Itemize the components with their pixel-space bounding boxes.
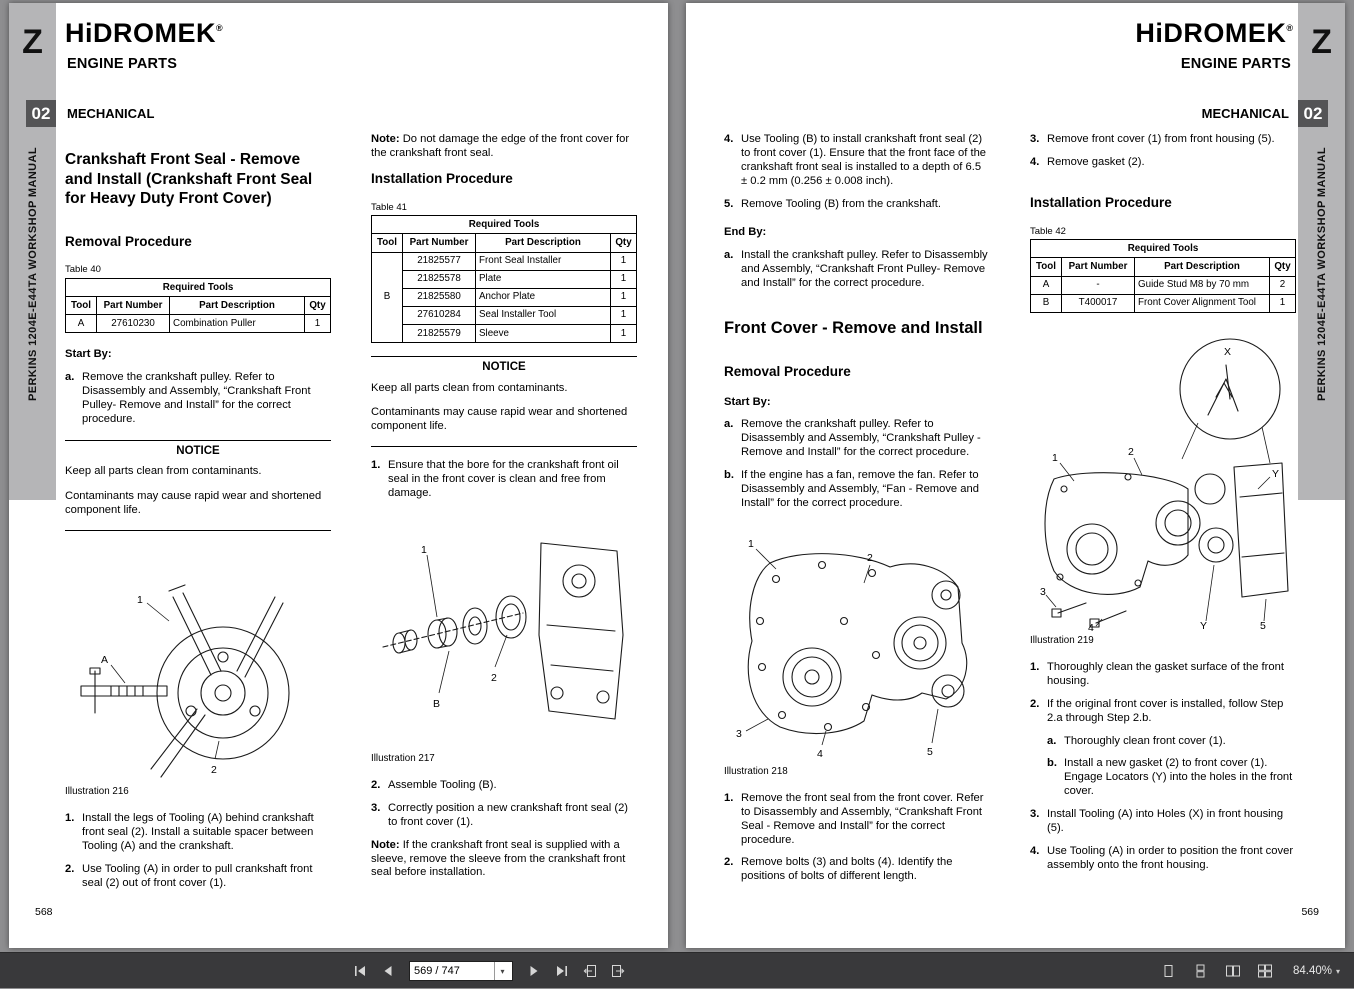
step-label: 2. <box>724 856 734 869</box>
hidromek-logo-text: HiDROMEK <box>1135 18 1287 48</box>
step-text: Install Tooling (A) into Holes (X) in front housing (5). <box>1047 808 1284 834</box>
step-label: 4. <box>1030 155 1040 168</box>
table-header-cell: Part Number <box>97 297 170 315</box>
table-caption: Table 40 <box>65 264 101 276</box>
page-columns <box>724 133 1296 893</box>
zoom-level-select[interactable] <box>1293 965 1340 977</box>
removal-procedure-heading: Removal Procedure <box>65 233 192 249</box>
step-text: Use Tooling (A) in order to pull crankshaft front seal (2) out of front cover (1). <box>82 862 313 889</box>
table-row <box>372 252 637 270</box>
continuous-view-icon <box>1193 964 1208 978</box>
table-cell: B <box>372 252 403 343</box>
hidromek-logo-text: HiDROMEK <box>65 18 216 48</box>
table-row <box>1031 294 1296 312</box>
table-caption: Table 42 <box>1030 225 1066 237</box>
note-paragraph <box>371 839 637 881</box>
step-text: Remove the crankshaft pulley. Refer to Disassembly and Assembly, “Crankshaft Front Pulley- Remove and Install” for the correct procedure. <box>82 371 311 426</box>
table-header-cell: Qty <box>1269 258 1295 276</box>
single-page-view-icon <box>1161 964 1176 978</box>
last-page-button[interactable] <box>550 959 574 983</box>
table-header-cell: Part Description <box>1135 258 1270 276</box>
table-header-row <box>372 234 637 252</box>
step-text: If the original front cover is installed, follow Step 2.a through Step 2.b. <box>1047 697 1284 724</box>
note-label: Note: <box>371 838 400 851</box>
figure-callout-label: 1 <box>421 543 427 556</box>
notice-text: Keep all parts clean from contaminants. <box>65 465 262 478</box>
note-paragraph <box>371 133 637 161</box>
step-text: Correctly position a new crankshaft front seal (2) to front cover (1). <box>388 801 629 828</box>
lettered-step <box>724 469 990 511</box>
table-cell: Guide Stud M8 by 70 mm <box>1135 276 1270 294</box>
table-title-row <box>372 216 637 234</box>
step-label: 2. <box>371 779 381 791</box>
registered-mark: ® <box>216 23 223 33</box>
table-header-cell: Part Number <box>403 234 476 252</box>
step-label: 1. <box>1030 660 1040 673</box>
table-cell: 21825577 <box>403 252 476 270</box>
table-cell: 27610230 <box>97 315 170 333</box>
first-page-button[interactable] <box>348 959 372 983</box>
figure-callout-label: Y <box>1272 467 1280 480</box>
illustration-caption: Illustration 219 <box>1030 634 1094 646</box>
figure-callout-label: Y <box>1200 619 1208 632</box>
next-view-button[interactable] <box>606 959 630 983</box>
zoom-level-value: 84.40% <box>1292 965 1332 977</box>
notice-text: Contaminants may cause rapid wear and shortened component life. <box>371 406 628 433</box>
table-cell: 1 <box>610 270 636 288</box>
hidromek-logo <box>1135 18 1293 49</box>
notice-title: NOTICE <box>482 361 526 374</box>
illustration-218 <box>724 525 990 763</box>
note-label: Note: <box>371 133 400 145</box>
numbered-step <box>371 459 637 501</box>
figure-callout-label: 2 <box>867 551 873 564</box>
last-page-icon <box>555 965 569 977</box>
table-cell: Sleeve <box>476 325 611 343</box>
numbered-step <box>724 856 990 884</box>
notice-title: NOTICE <box>176 444 220 457</box>
next-view-icon <box>610 964 626 978</box>
page-dropdown-caret-icon[interactable]: ▾ <box>494 962 510 980</box>
start-by-label: Start By: <box>724 395 771 408</box>
first-page-icon <box>353 965 367 977</box>
table-row <box>372 306 637 324</box>
step-text: Remove the crankshaft pulley. Refer to Disassembly and Assembly, “Crankshaft Pulley - Remove and Install” for the correct procedure. <box>741 418 981 459</box>
page-columns <box>65 133 637 899</box>
table-cell: 1 <box>1269 294 1295 312</box>
table-cell: Combination Puller <box>170 315 305 333</box>
lettered-substep <box>1047 735 1296 749</box>
start-by-label: Start By: <box>65 348 112 361</box>
table-cell: 21825579 <box>403 325 476 343</box>
step-label: a. <box>65 371 75 384</box>
table-header-cell: Part Description <box>170 297 305 315</box>
step-text: Thoroughly clean the gasket surface of the front housing. <box>1047 660 1284 687</box>
table-cell: Plate <box>476 270 611 288</box>
table-cell: 1 <box>304 315 330 333</box>
numbered-step <box>1030 845 1296 873</box>
numbered-step <box>1030 156 1296 170</box>
illustration-caption: Illustration 216 <box>65 785 129 797</box>
chapter-number-badge: 02 <box>26 100 56 127</box>
manual-page-left <box>9 3 668 948</box>
page-number: 568 <box>35 906 53 918</box>
end-by-label: End By: <box>724 226 767 239</box>
lettered-step <box>65 371 331 427</box>
numbered-step <box>371 779 637 793</box>
puller-tool-drawing <box>65 545 323 783</box>
table-caption: Table 41 <box>371 201 407 213</box>
step-label: 3. <box>1030 808 1040 821</box>
lettered-step <box>724 418 990 460</box>
table-cell: 1 <box>610 306 636 324</box>
lettered-substep <box>1047 757 1296 799</box>
two-page-continuous-view-button[interactable] <box>1253 959 1277 983</box>
step-label: a. <box>724 249 734 262</box>
note-text: If the crankshaft front seal is supplied with a sleeve, remove the sleeve from the crankshaft front seal before installation. <box>371 838 626 879</box>
table-cell: A <box>66 315 97 333</box>
step-label: 2. <box>1030 697 1040 710</box>
step-text: If the engine has a fan, remove the fan. Refer to Disassembly and Assembly, “Fan - Remove and Install” for the correct procedure. <box>741 469 979 509</box>
notice-text: Keep all parts clean from contaminants. <box>371 381 568 394</box>
step-text: Install the crankshaft pulley. Refer to Disassembly and Assembly, “Crankshaft Front Pulley- Remove and Install” for the correct procedure. <box>741 249 988 290</box>
table-header-cell: Tool <box>1031 258 1062 276</box>
step-text: Install a new gasket (2) to front cover (1). Engage Locators (Y) into the holes in the front cover. <box>1064 757 1293 798</box>
installation-procedure-heading: Installation Procedure <box>1030 194 1172 210</box>
z-tab-label: Z <box>22 23 43 61</box>
table-header-cell: Tool <box>66 297 97 315</box>
notice-text: Contaminants may cause rapid wear and shortened component life. <box>65 490 322 516</box>
installation-procedure-heading: Installation Procedure <box>371 170 513 186</box>
topic-title: Crankshaft Front Seal - Remove and Install (Crankshaft Front Seal for Heavy Duty Front Cover) <box>65 151 313 208</box>
numbered-step <box>724 198 990 212</box>
table-header-cell: Part Number <box>1062 258 1135 276</box>
table-cell: Anchor Plate <box>476 288 611 306</box>
view-and-zoom-group <box>1157 953 1340 989</box>
table-cell: Front Seal Installer <box>476 252 611 270</box>
table-cell: Front Cover Alignment Tool <box>1135 294 1270 312</box>
step-label: 5. <box>724 197 734 210</box>
step-label: 1. <box>724 791 734 804</box>
illustration-caption: Illustration 217 <box>371 752 435 764</box>
numbered-step <box>371 802 637 830</box>
illustration-caption: Illustration 218 <box>724 765 788 777</box>
z-tab-label: Z <box>1311 23 1332 61</box>
workshop-manual-vertical-title: PERKINS 1204E-E44TA WORKSHOP MANUAL <box>1315 147 1328 402</box>
table-cell: - <box>1062 276 1135 294</box>
step-text: Remove front cover (1) from front housing (5). <box>1047 133 1275 145</box>
table-title-cell: Required Tools <box>1031 240 1296 258</box>
zoom-dropdown-caret-icon: ▾ <box>1335 966 1340 976</box>
figure-callout-label: 4 <box>817 747 823 760</box>
figure-callout-label: 3 <box>1040 585 1046 598</box>
sidebar-left <box>9 3 56 500</box>
numbered-step <box>65 812 331 854</box>
hidromek-logo <box>65 18 223 49</box>
table-cell: 27610284 <box>403 306 476 324</box>
chapter-number-badge: 02 <box>1298 100 1328 127</box>
numbered-step <box>1030 698 1296 726</box>
table-cell: T400017 <box>1062 294 1135 312</box>
page-navigation-group <box>348 953 630 989</box>
step-label: 2. <box>65 862 75 875</box>
figure-callout-label: 5 <box>1260 619 1266 632</box>
viewer-toolbar <box>0 952 1354 988</box>
step-label: 3. <box>1030 133 1040 145</box>
table-cell: 1 <box>610 325 636 343</box>
numbered-step <box>1030 661 1296 689</box>
figure-callout-label: 1 <box>1052 451 1058 464</box>
table-header-row <box>66 297 331 315</box>
step-text: Thoroughly clean front cover (1). <box>1064 734 1226 747</box>
illustration-219 <box>1030 327 1296 632</box>
illustration-216 <box>65 545 331 783</box>
figure-callout-label: 2 <box>211 763 217 776</box>
page-number-input[interactable] <box>410 963 494 980</box>
column-1 <box>65 133 331 899</box>
step-text: Remove gasket (2). <box>1047 155 1145 168</box>
table-header-cell: Tool <box>372 234 403 252</box>
mechanical-section-label: MECHANICAL <box>67 106 155 121</box>
note-text: Do not damage the edge of the front cover for the crankshaft front seal. <box>371 133 630 159</box>
lettered-step <box>724 249 990 291</box>
single-page-view-button[interactable] <box>1157 959 1181 983</box>
figure-callout-label: 2 <box>491 671 497 684</box>
step-label: 1. <box>65 811 75 824</box>
table-cell: 2 <box>1269 276 1295 294</box>
front-cover-drawing <box>724 525 986 763</box>
numbered-step <box>1030 133 1296 147</box>
topic-title: Front Cover - Remove and Install <box>724 319 983 338</box>
table-cell: B <box>1031 294 1062 312</box>
numbered-step <box>65 863 331 891</box>
table-title-cell: Required Tools <box>66 279 331 297</box>
step-label: b. <box>1047 757 1057 770</box>
engine-parts-label: ENGINE PARTS <box>67 56 178 72</box>
next-page-button[interactable] <box>522 959 546 983</box>
two-page-continuous-view-icon <box>1257 964 1273 978</box>
figure-callout-label: A <box>101 653 109 666</box>
table-cell: 21825578 <box>403 270 476 288</box>
table-row <box>372 270 637 288</box>
table-title-row <box>66 279 331 297</box>
table-cell: Seal Installer Tool <box>476 306 611 324</box>
column-2 <box>371 133 637 899</box>
required-tools-table <box>371 215 637 343</box>
next-page-icon <box>527 965 541 977</box>
table-header-row <box>1031 258 1296 276</box>
illustration-217 <box>371 515 637 750</box>
step-label: a. <box>724 418 734 431</box>
table-row <box>372 288 637 306</box>
seal-tooling-exploded-drawing <box>371 515 629 750</box>
step-label: a. <box>1047 734 1057 747</box>
table-row <box>66 315 331 333</box>
workshop-manual-vertical-title: PERKINS 1204E-E44TA WORKSHOP MANUAL <box>26 147 39 402</box>
removal-procedure-heading: Removal Procedure <box>724 363 851 379</box>
table-title-cell: Required Tools <box>372 216 637 234</box>
figure-callout-label: 3 <box>736 727 742 740</box>
front-housing-drawing <box>1030 327 1292 632</box>
page-number: 569 <box>1301 906 1319 918</box>
table-row <box>1031 276 1296 294</box>
engine-parts-label: ENGINE PARTS <box>1180 56 1291 72</box>
sidebar-right <box>1298 3 1345 500</box>
required-tools-table <box>65 278 331 333</box>
previous-page-icon <box>381 965 395 977</box>
table-cell: 1 <box>610 252 636 270</box>
notice-box <box>65 440 331 531</box>
table-cell: 21825580 <box>403 288 476 306</box>
table-title-row <box>1031 240 1296 258</box>
figure-callout-label: 5 <box>927 745 933 758</box>
registered-mark: ® <box>1286 23 1293 33</box>
required-tools-table <box>1030 239 1296 313</box>
figure-callout-label: 1 <box>748 537 754 550</box>
two-page-view-icon <box>1225 964 1241 978</box>
table-row <box>372 325 637 343</box>
previous-page-button[interactable] <box>376 959 400 983</box>
column-2 <box>1030 133 1296 893</box>
figure-callout-label: 1 <box>137 593 143 606</box>
step-label: b. <box>724 469 734 482</box>
step-text: Use Tooling (B) to install crankshaft front seal (2) to front cover (1). Ensure that the front face of the crankshaft front seal is installed to a depth of 6.5 ± 0.2 mm (0.256 ± 0.008 inch). <box>741 133 987 187</box>
notice-box <box>371 356 637 447</box>
mechanical-section-label: MECHANICAL <box>1201 106 1289 121</box>
step-label: 3. <box>371 801 381 814</box>
step-text: Remove bolts (3) and bolts (4). Identify the positions of bolts of different length. <box>741 856 953 883</box>
figure-callout-label: B <box>433 697 441 710</box>
numbered-step <box>1030 808 1296 836</box>
table-header-cell: Qty <box>304 297 330 315</box>
page-number-combo[interactable] <box>409 961 513 981</box>
step-text: Ensure that the bore for the crankshaft front oil seal in the front cover is clean and free from damage. <box>388 459 619 499</box>
figure-callout-label: X <box>1224 345 1232 358</box>
column-1 <box>724 133 990 893</box>
table-cell: A <box>1031 276 1062 294</box>
numbered-step <box>724 792 990 848</box>
numbered-step <box>724 133 990 189</box>
step-text: Remove Tooling (B) from the crankshaft. <box>741 197 942 210</box>
previous-view-button[interactable] <box>578 959 602 983</box>
figure-callout-label: 2 <box>1128 445 1134 458</box>
continuous-view-button[interactable] <box>1189 959 1213 983</box>
step-text: Remove the front seal from the front cover. Refer to Disassembly and Assembly, “Crankshaft Front Seal - Remove and Install” for the correct procedure. <box>741 791 984 846</box>
table-cell: 1 <box>610 288 636 306</box>
step-label: 4. <box>1030 844 1040 857</box>
step-label: 1. <box>371 459 381 472</box>
previous-view-icon <box>582 964 598 978</box>
two-page-view-button[interactable] <box>1221 959 1245 983</box>
step-text: Install the legs of Tooling (A) behind crankshaft front seal (2). Install a suitable spacer between Tooling (A) and the crankshaft. <box>82 811 314 852</box>
figure-callout-label: 4 <box>1088 621 1094 632</box>
table-header-cell: Qty <box>610 234 636 252</box>
step-text: Use Tooling (A) in order to position the front cover assembly onto the front housing. <box>1047 844 1294 871</box>
step-text: Assemble Tooling (B). <box>388 779 497 791</box>
table-header-cell: Part Description <box>476 234 611 252</box>
manual-page-right <box>686 3 1345 948</box>
step-label: 4. <box>724 133 734 145</box>
